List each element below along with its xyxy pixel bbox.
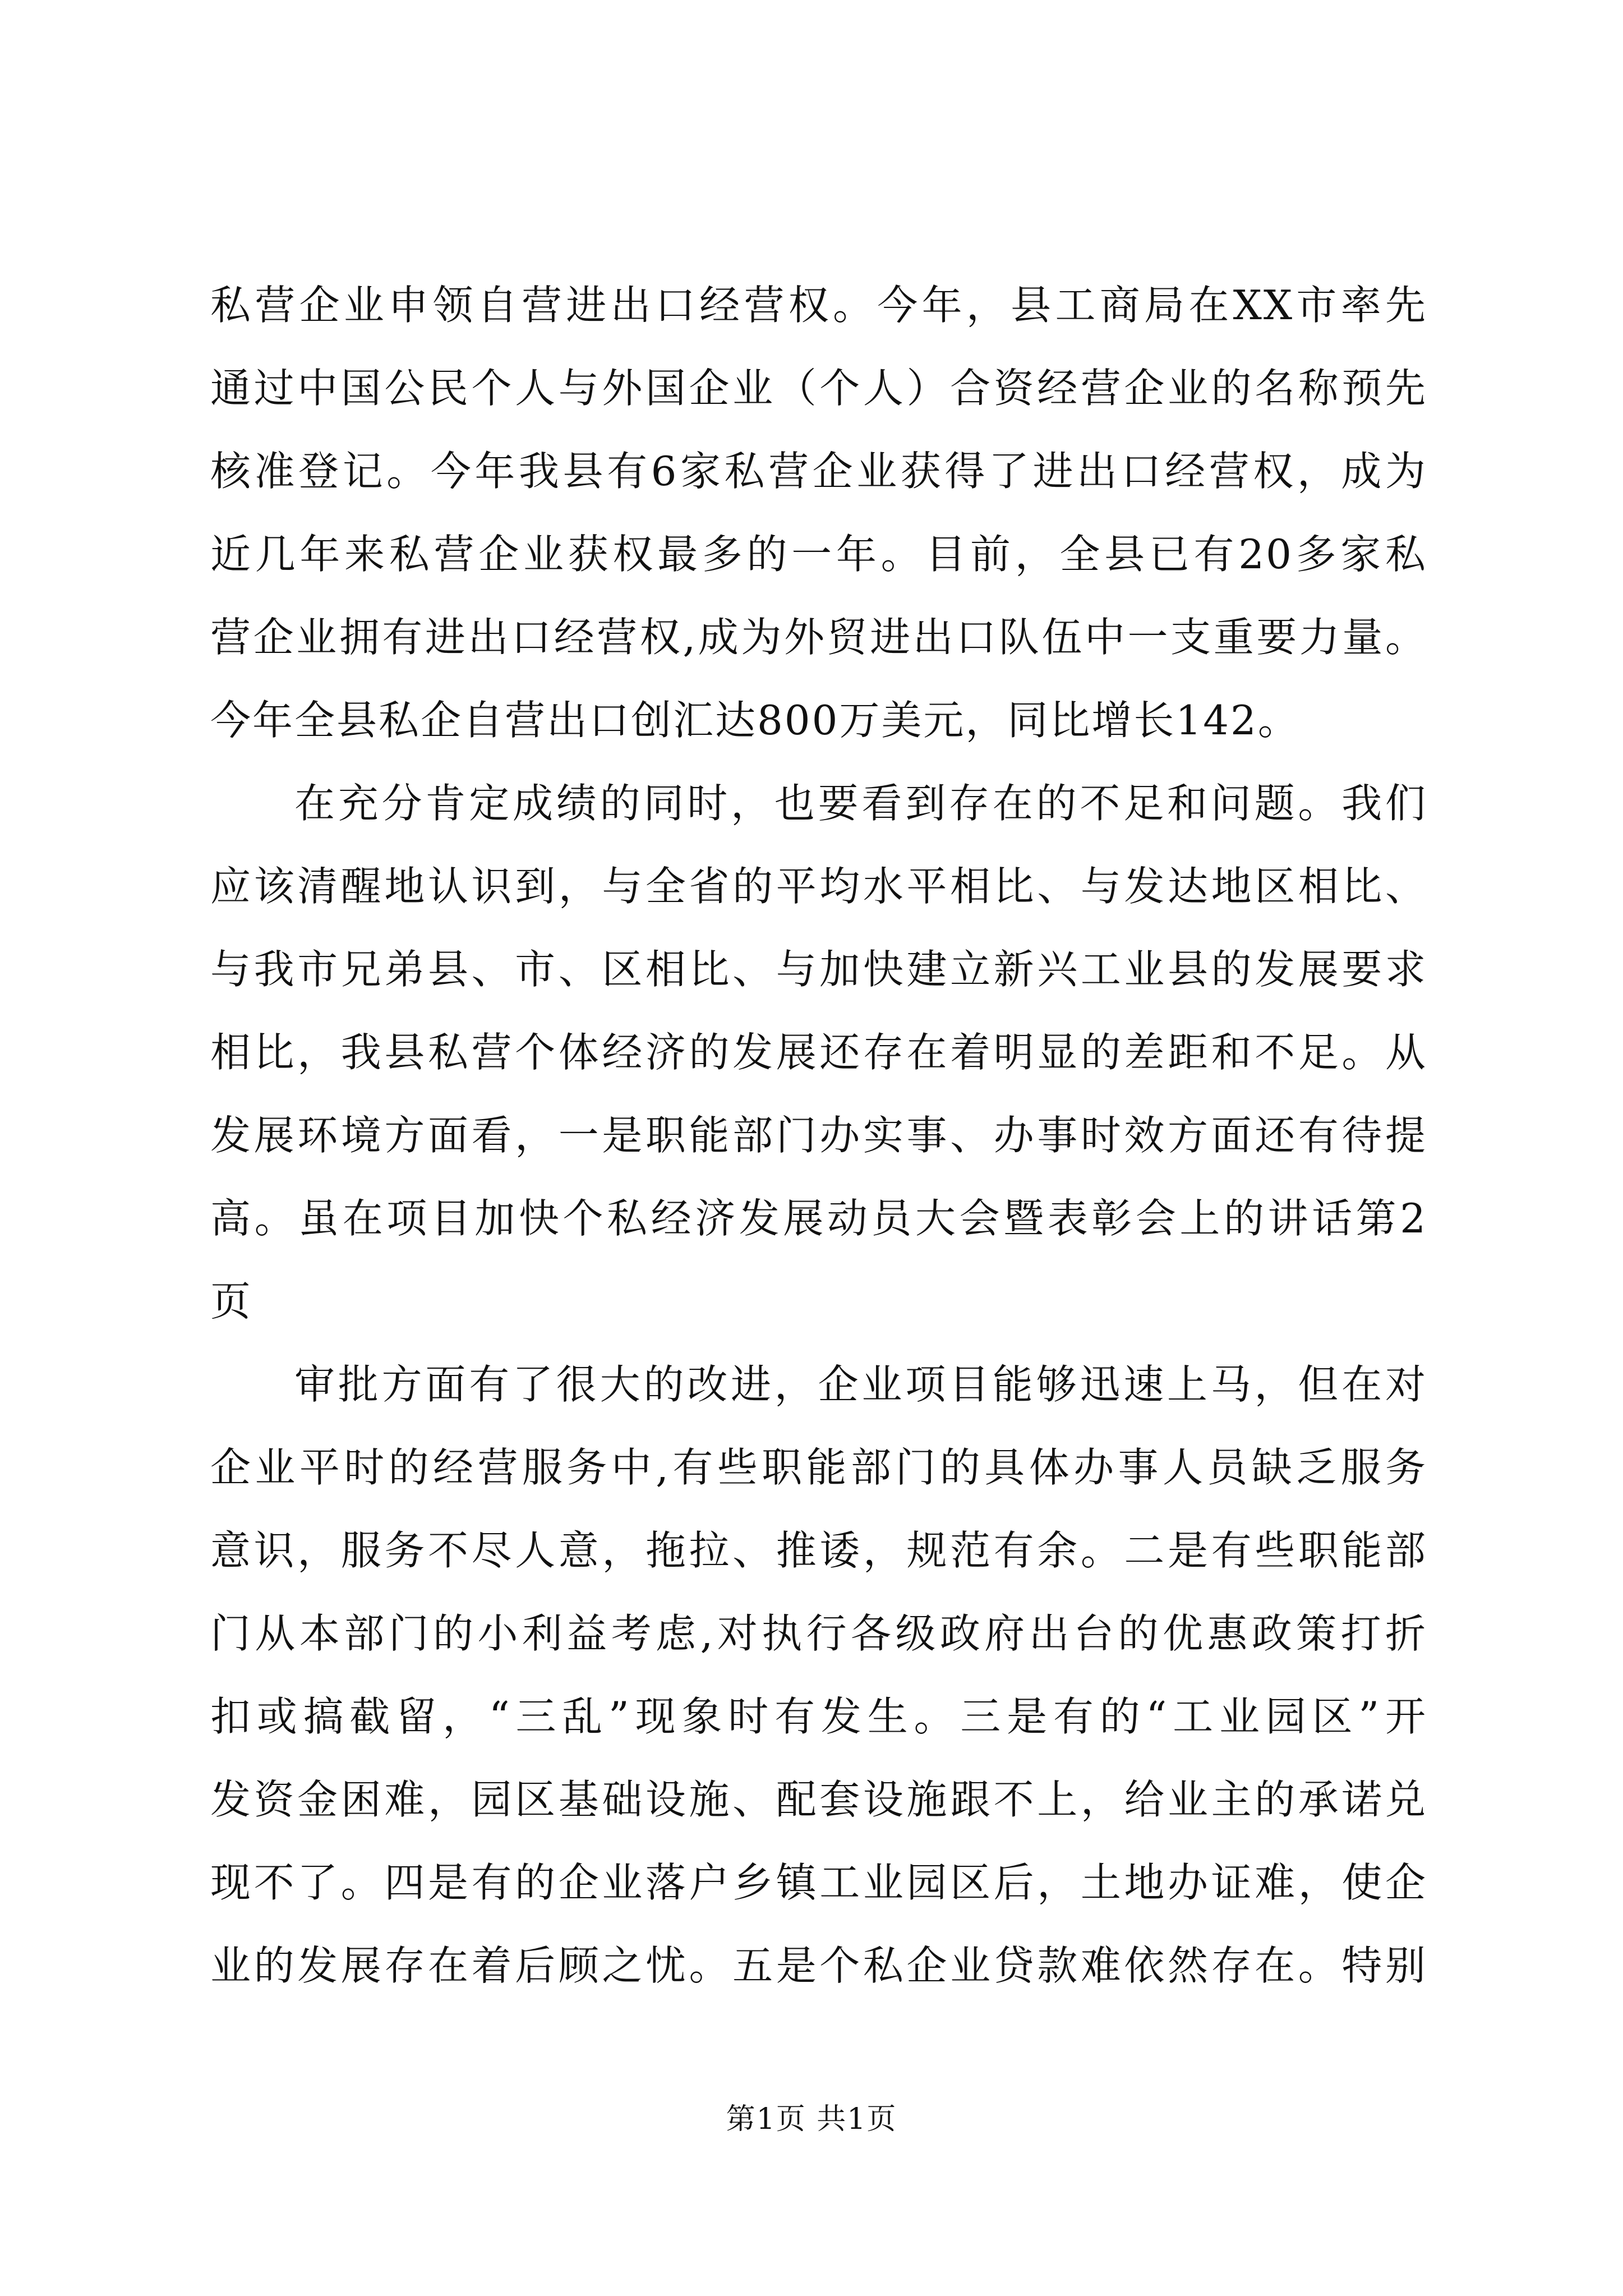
paragraph-first-line: 审批方面有了很大的改进，企业项目能够迅速上马，但在对 xyxy=(294,1361,1427,1408)
text-line: 企业平时的经营服务中,有些职能部门的具体办事人员缺乏服务 xyxy=(210,1444,1427,1491)
text-line: 核准登记。今年我县有6家私营企业获得了进出口经营权，成为 xyxy=(210,448,1427,495)
text-line: 高。虽在项目加快个私经济发展动员大会暨表彰会上的讲话第2 xyxy=(210,1195,1427,1242)
text-line: 扣或搞截留，“三乱”现象时有发生。三是有的“工业园区”开 xyxy=(210,1693,1427,1740)
page-footer: 第1页 共1页 xyxy=(726,2102,897,2136)
text-line: 门从本部门的小利益考虑,对执行各级政府出台的优惠政策打折 xyxy=(210,1610,1427,1657)
text-line: 应该清醒地认识到，与全省的平均水平相比、与发达地区相比、 xyxy=(210,863,1427,910)
paragraph-first-line: 在充分肯定成绩的同时，也要看到存在的不足和问题。我们 xyxy=(294,780,1427,827)
text-line: 与我市兄弟县、市、区相比、与加快建立新兴工业县的发展要求 xyxy=(210,946,1427,993)
text-line: 私营企业申领自营进出口经营权。今年，县工商局在XX市率先 xyxy=(210,282,1427,329)
text-line: 通过中国公民个人与外国企业（个人）合资经营企业的名称预先 xyxy=(210,365,1427,412)
text-line: 业的发展存在着后顾之忧。五是个私企业贷款难依然存在。特别 xyxy=(210,1942,1427,1989)
text-line: 营企业拥有进出口经营权,成为外贸进出口队伍中一支重要力量。 xyxy=(210,614,1427,661)
text-line: 近几年来私营企业获权最多的一年。目前，全县已有20多家私 xyxy=(210,531,1427,578)
text-line: 发展环境方面看，一是职能部门办实事、办事时效方面还有待提 xyxy=(210,1112,1427,1159)
text-line: 页 xyxy=(210,1278,253,1325)
text-line: 意识，服务不尽人意，拖拉、推诿，规范有余。二是有些职能部 xyxy=(210,1527,1427,1574)
document-body xyxy=(210,264,1427,2007)
text-line: 现不了。四是有的企业落户乡镇工业园区后，土地办证难，使企 xyxy=(210,1859,1427,1906)
text-line: 相比，我县私营个体经济的发展还存在着明显的差距和不足。从 xyxy=(210,1029,1427,1076)
text-line: 发资金困难，园区基础设施、配套设施跟不上，给业主的承诺兑 xyxy=(210,1776,1427,1823)
text-line: 今年全县私企自营出口创汇达800万美元，同比增长142。 xyxy=(210,697,1300,744)
